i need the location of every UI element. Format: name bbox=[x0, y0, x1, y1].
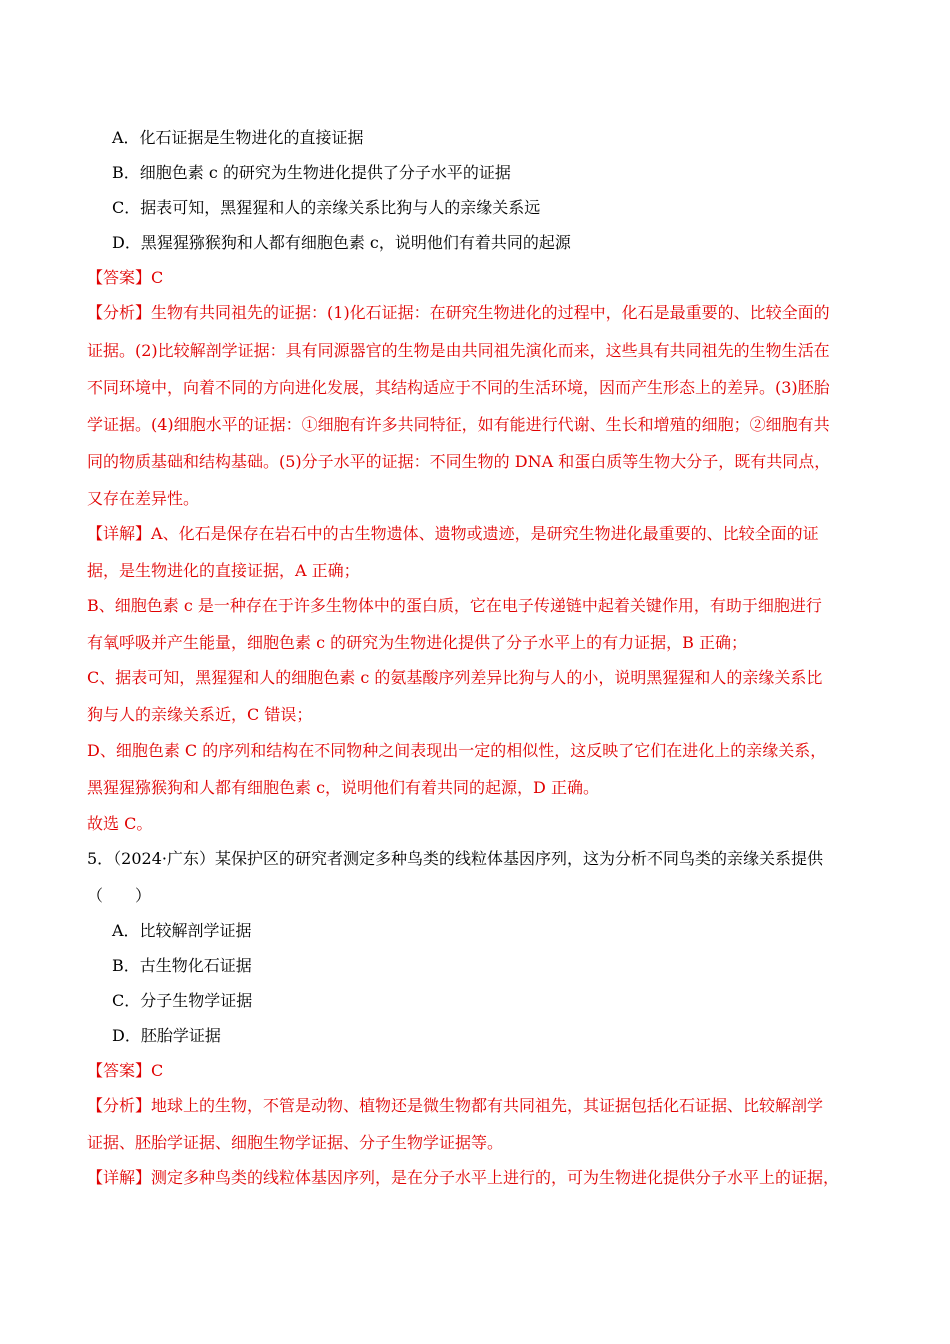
q5-stem: 5．（2024·广东）某保护区的研究者测定多种鸟类的线粒体基因序列，这为分析不同鸟类的亲缘关系提供 bbox=[87, 849, 823, 868]
q4-detail-line: 有氧呼吸并产生能量，细胞色素 c 的研究为生物进化提供了分子水平上的有力证据，B 正确； bbox=[87, 633, 747, 652]
q4-analysis-line: 不同环境中，向着不同的方向进化发展，其结构适应于不同的生活环境，因而产生形态上的差异。(3)胚胎 bbox=[87, 378, 830, 397]
detail-text: A、化石是保存在岩石中的古生物遗体、遗物或遗迹，是研究生物进化最重要的、比较全面的证 bbox=[151, 524, 819, 543]
q4-detail-line bbox=[87, 522, 870, 546]
q4-option-d: D．黑猩猩猕猴狗和人都有细胞色素 c，说明他们有着共同的起源 bbox=[112, 233, 571, 252]
q4-detail-line: D、细胞色素 C 的序列和结构在不同物种之间表现出一定的相似性，这反映了它们在进化上的亲缘关系， bbox=[87, 741, 827, 760]
q5-option-c: C．分子生物学证据 bbox=[112, 991, 253, 1010]
q4-analysis-line: 证据。(2)比较解剖学证据：具有同源器官的生物是由共同祖先演化而来，这些具有共同祖先的生物生活在 bbox=[87, 341, 830, 360]
q4-option-a: A．化石证据是生物进化的直接证据 bbox=[112, 128, 364, 147]
q4-analysis-line: 学证据。(4)细胞水平的证据：①细胞有许多共同特征，如有能进行代谢、生长和增殖的细胞；②细胞有共 bbox=[87, 415, 830, 434]
answer-tag: 【答案】 bbox=[87, 1061, 152, 1080]
q4-analysis-line bbox=[87, 301, 870, 325]
q4-detail-line: 据，是生物进化的直接证据，A 正确； bbox=[87, 561, 360, 580]
q5-answer-blank: （ ） bbox=[87, 886, 152, 905]
analysis-tag: 【分析】 bbox=[87, 1096, 152, 1115]
q5-analysis-line: 证据、胚胎学证据、细胞生物学证据、分子生物学证据等。 bbox=[87, 1133, 504, 1152]
answer-tag: 【答案】 bbox=[87, 268, 152, 287]
q4-answer bbox=[87, 266, 870, 290]
q4-analysis-line: 同的物质基础和结构基础。(5)分子水平的证据：不同生物的 DNA 和蛋白质等生物大分子，既有共同点， bbox=[87, 452, 831, 471]
analysis-tag: 【分析】 bbox=[87, 303, 152, 322]
q4-option-b: B．细胞色素 c 的研究为生物进化提供了分子水平的证据 bbox=[112, 163, 511, 182]
detail-text: 测定多种鸟类的线粒体基因序列，是在分子水平上进行的，可为生物进化提供分子水平上的证据， bbox=[151, 1168, 840, 1187]
answer-value: C bbox=[151, 268, 164, 287]
q5-detail-line bbox=[87, 1166, 870, 1190]
q5-answer bbox=[87, 1059, 870, 1083]
q4-detail-line: C、据表可知，黑猩猩和人的细胞色素 c 的氨基酸序列差异比狗与人的小，说明黑猩猩和人的亲缘关系比 bbox=[87, 668, 823, 687]
q4-option-c: C．据表可知，黑猩猩和人的亲缘关系比狗与人的亲缘关系远 bbox=[112, 198, 541, 217]
q4-detail-line: 狗与人的亲缘关系近，C 错误； bbox=[87, 705, 313, 724]
q4-detail-line: 故选 C。 bbox=[87, 814, 153, 833]
q5-analysis-line bbox=[87, 1094, 870, 1118]
analysis-text: 生物有共同祖先的证据：(1)化石证据：在研究生物进化的过程中，化石是最重要的、比较全面的 bbox=[151, 303, 830, 322]
q4-detail-line: 黑猩猩猕猴狗和人都有细胞色素 c，说明他们有着共同的起源，D 正确。 bbox=[87, 778, 599, 797]
q4-analysis-line: 又存在差异性。 bbox=[87, 489, 200, 508]
q5-option-d: D．胚胎学证据 bbox=[112, 1026, 221, 1045]
q4-detail-line: B、细胞色素 c 是一种存在于许多生物体中的蛋白质，它在电子传递链中起着关键作用，有助于细胞进行 bbox=[87, 596, 822, 615]
detail-tag: 【详解】 bbox=[87, 1168, 152, 1187]
q5-option-b: B．古生物化石证据 bbox=[112, 956, 252, 975]
analysis-text: 地球上的生物，不管是动物、植物还是微生物都有共同祖先，其证据包括化石证据、比较解剖学 bbox=[151, 1096, 824, 1115]
answer-value: C bbox=[151, 1061, 164, 1080]
q5-option-a: A．比较解剖学证据 bbox=[112, 921, 252, 940]
detail-tag: 【详解】 bbox=[87, 524, 152, 543]
